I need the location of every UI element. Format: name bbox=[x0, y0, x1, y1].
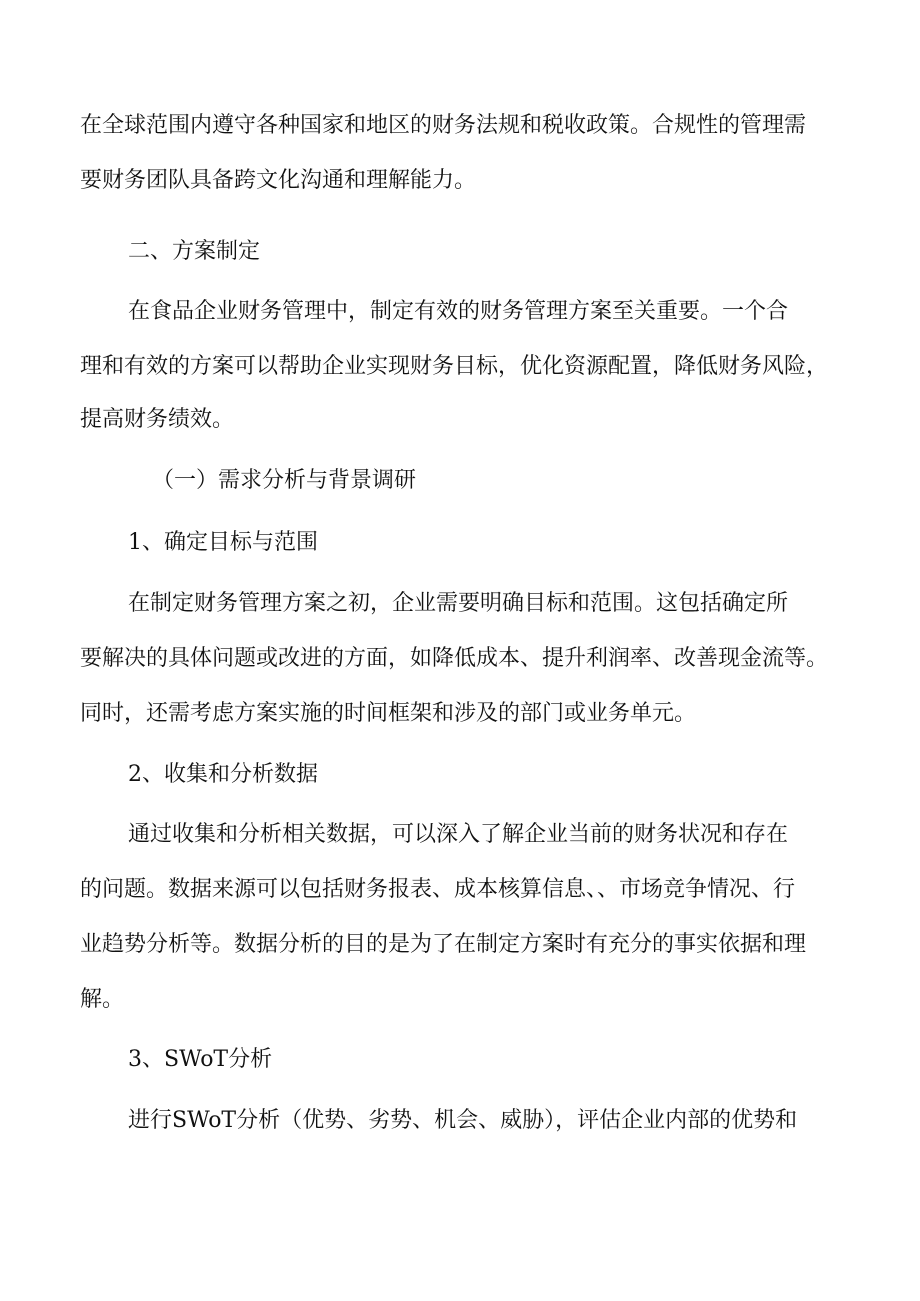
paragraph-data-line-3: 业趋势分析等。数据分析的目的是为了在制定方案时有充分的事实依据和理 bbox=[80, 932, 807, 957]
paragraph-plan-intro-line-1: 在食品企业财务管理中，制定有效的财务管理方案至关重要。一个合 bbox=[128, 299, 789, 324]
paragraph-goals-line-2: 要解决的具体问题或改进的方面，如降低成本、提升利润率、改善现金流等。 bbox=[80, 646, 829, 671]
subsection-heading-needs-analysis: （一）需求分析与背景调研 bbox=[152, 468, 417, 493]
paragraph-data-line-4: 解。 bbox=[80, 987, 125, 1012]
paragraph-data-line-1: 通过收集和分析相关数据，可以深入了解企业当前的财务状况和存在 bbox=[128, 822, 789, 847]
section-heading-plan: 二、方案制定 bbox=[128, 239, 261, 264]
paragraph-plan-intro-line-2: 理和有效的方案可以帮助企业实现财务目标，优化资源配置，降低财务风险， bbox=[80, 354, 829, 379]
item-heading-swot: 3、SWoT分析 bbox=[128, 1047, 273, 1072]
paragraph-compliance-line-2: 要财务团队具备跨文化沟通和理解能力。 bbox=[80, 168, 477, 193]
paragraph-swot-line-1: 进行SWoT分析（优势、劣势、机会、威胁），评估企业内部的优势和 bbox=[128, 1108, 798, 1133]
item-heading-goals-scope: 1、确定目标与范围 bbox=[128, 530, 318, 555]
paragraph-goals-line-3: 同时，还需考虑方案实施的时间框架和涉及的部门或业务单元。 bbox=[80, 701, 697, 726]
paragraph-compliance-line-1: 在全球范围内遵守各种国家和地区的财务法规和税收政策。合规性的管理需 bbox=[80, 113, 807, 138]
paragraph-goals-line-1: 在制定财务管理方案之初，企业需要明确目标和范围。这包括确定所 bbox=[128, 591, 789, 616]
paragraph-data-line-2: 的问题。数据来源可以包括财务报表、成本核算信息、、市场竞争情况、行 bbox=[80, 877, 796, 902]
paragraph-plan-intro-line-3: 提高财务绩效。 bbox=[80, 407, 235, 432]
item-heading-data-collection: 2、收集和分析数据 bbox=[128, 762, 318, 787]
